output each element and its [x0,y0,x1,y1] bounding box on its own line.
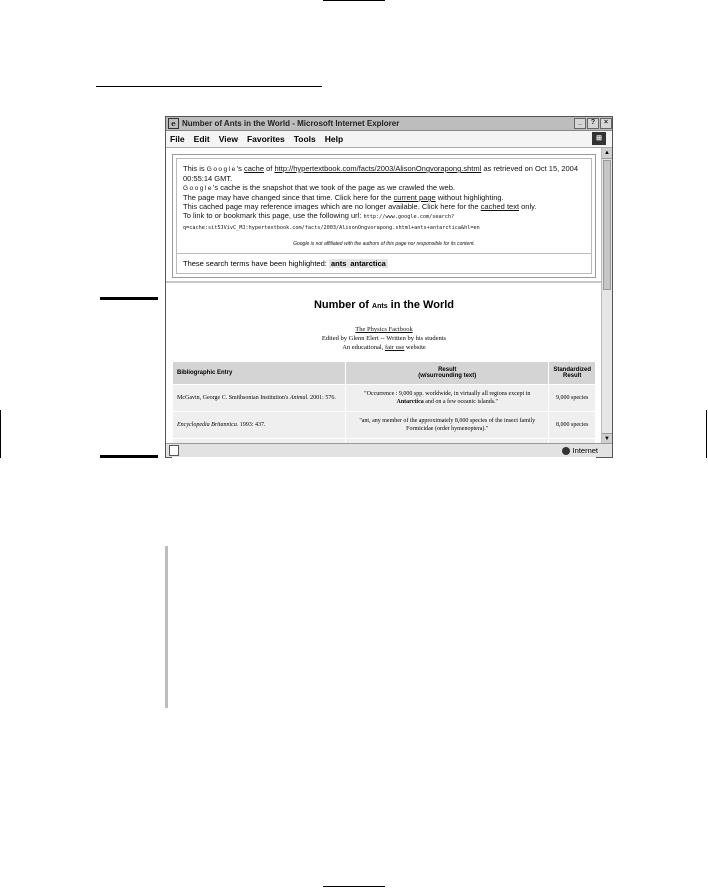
google-word: Google [183,185,213,192]
credits [166,325,602,352]
highlight-label: These search terms have been highlighted: [183,259,327,268]
cache-text: without highlighting. [437,193,504,202]
section-rule [96,86,322,87]
cache-text: To link to or bookmark this page, use the following url: [183,211,362,220]
page-title [166,299,602,311]
page-viewport [166,148,602,444]
header-result [346,362,549,385]
cache-link[interactable]: cache [244,164,265,173]
windows-logo-icon: ⊞ [592,132,606,145]
credit-text: An educational, [342,344,384,351]
credit-text: website [405,344,426,351]
left-edge-mark [0,410,1,458]
menu-view[interactable]: View [218,134,238,144]
highlighted-terms [176,254,592,274]
close-button[interactable]: × [600,118,612,129]
header-std-line: Standardized [553,367,591,373]
standardized-cell: 9,000 species [549,385,596,412]
google-cache-header [172,154,596,278]
cache-text: The page may have changed since that time. Click here for the [183,193,392,202]
physics-factbook-link[interactable]: The Physics Factbook [355,326,413,333]
edited-by: Edited by Glenn Elert -- Written by his students [321,335,447,342]
header-result-line: (w/surrounding text) [418,373,477,379]
ie-window [165,116,613,458]
scroll-down-icon[interactable]: ▼ [602,433,612,444]
scroll-up-icon[interactable]: ▲ [602,148,612,159]
google-word: Google [206,166,237,173]
bookmark-url: http://www.google.com/search? [363,214,455,220]
globe-icon [562,447,570,455]
table-header-row [173,362,596,385]
header-result-line: Result [438,367,457,373]
menu-favorites[interactable]: Favorites [246,134,285,144]
menu-edit[interactable]: Edit [193,134,210,144]
result-cell: "Occurrence : 9,000 spp. worldwide, in virtually all regions except in Antarctica and on a few oceanic islands." [346,385,549,412]
minimize-button[interactable]: _ [574,118,586,129]
cache-text: This is [183,164,205,173]
zone-label: Internet [572,446,598,455]
cache-text: This cached page may reference images which are no longer available. Click here for the [183,202,479,211]
sidebar-accent-bar [165,546,168,708]
source-url-link[interactable]: http://hypertextbook.com/facts/2003/AlisonOngvorapong.shtml [274,164,482,173]
header-entry: Bibliographic Entry [173,362,346,385]
security-zone [562,446,598,455]
ie-logo-icon: e [168,118,179,129]
entry-cell: Encyclopedia Britannica. 1993: 437. [173,412,346,439]
cache-text: 's [236,164,242,173]
standardized-cell: 8,000 species [549,412,596,439]
term-ants: ants [330,259,347,268]
divider [166,281,602,283]
entry-cell: McGavin, George C. Smithsonian Institution's Animal. 2001: 576. [173,385,346,412]
page-icon [169,445,179,456]
help-button[interactable]: ? [587,118,599,129]
fair-use-link[interactable]: fair use [384,344,405,351]
table-row [173,385,596,412]
menu-tools[interactable]: Tools [293,134,316,144]
title-text: in the World [390,299,455,311]
figure-marker-top [100,297,158,300]
vertical-scrollbar[interactable] [601,148,612,444]
title-text: Number of [313,299,369,311]
cache-text: of [266,164,273,173]
scroll-thumb[interactable] [603,160,611,290]
figure-marker-bottom [100,455,158,458]
status-bar [166,443,612,457]
cached-text-link[interactable]: cached text [480,202,520,211]
menu-file[interactable]: File [170,134,185,144]
term-antarctica: antarctica [350,259,386,268]
bookmark-url: q=cache:sit5JVivC_MJ:hypertextbook.com/facts/2003/AlisonOngvorapong.shtml+ants+antarctica&hl=en [183,225,480,231]
menu-bar [166,131,612,148]
cache-text: only. [521,202,537,211]
disclaimer: Google is not affiliated with the authors of this page nor responsible for its content. [293,241,475,247]
title-ants: Ants [372,303,388,310]
header-standardized [549,362,596,385]
bottom-page-rule [323,886,385,887]
result-cell: "ant, any member of the approximately 8,000 species of the insect family Formicidae (order hymenoptera)." [346,412,549,439]
window-title: Number of Ants in the World - Microsoft Internet Explorer [182,119,400,128]
menu-help[interactable]: Help [324,134,344,144]
cache-text: as retrieved on Oct 15, 2004 00:55:14 GMT. [183,164,578,183]
right-edge-mark [706,410,707,458]
header-std-line: Result [562,373,582,379]
current-page-link[interactable]: current page [393,193,436,202]
top-page-rule [323,0,385,1]
cache-text: 's cache is the snapshot that we took of the page as we crawled the web. [212,183,455,192]
table-row [173,412,596,439]
cache-notice [176,158,592,254]
title-bar [166,117,612,131]
